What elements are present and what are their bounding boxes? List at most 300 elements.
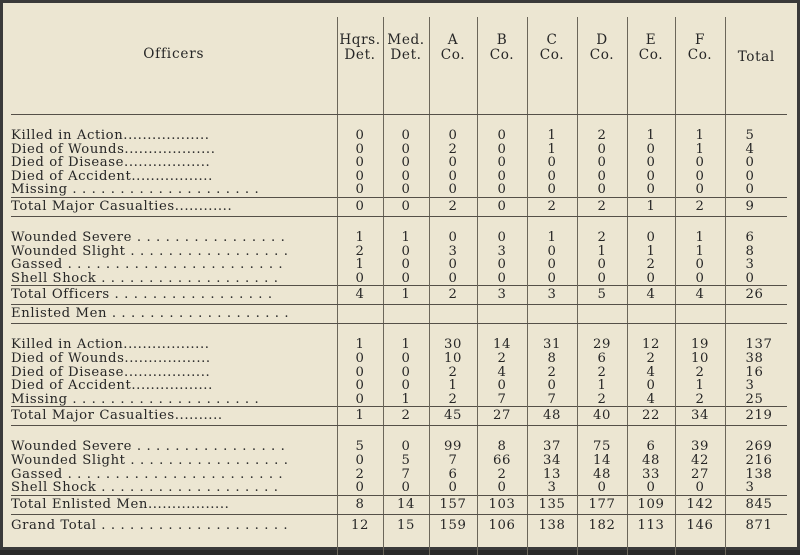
value-cell: 103 bbox=[477, 495, 527, 514]
officer-wounded-row bbox=[11, 245, 787, 259]
header-hqrs-det: Hqrs. Det. bbox=[337, 17, 383, 115]
value-cell: 142 bbox=[675, 495, 725, 514]
enlisted-wounded-row bbox=[11, 481, 787, 495]
value-cell: 0 bbox=[337, 143, 383, 157]
value-cell: 48 bbox=[527, 407, 577, 426]
spacer-cell bbox=[11, 537, 337, 555]
value-cell: 0 bbox=[383, 156, 429, 170]
value-cell: 2 bbox=[527, 366, 577, 380]
empty-cell bbox=[627, 305, 675, 324]
value-cell: 48 bbox=[577, 468, 627, 482]
spacer-cell bbox=[477, 324, 527, 339]
value-cell: 182 bbox=[577, 514, 627, 537]
empty-cell bbox=[675, 305, 725, 324]
value-cell: 0 bbox=[577, 143, 627, 157]
spacer-cell bbox=[627, 216, 675, 231]
value-cell: 4 bbox=[337, 286, 383, 305]
spacer-cell bbox=[725, 115, 787, 130]
header-e-co: E Co. bbox=[627, 17, 675, 115]
value-cell: 1 bbox=[675, 379, 725, 393]
value-cell: 14 bbox=[477, 338, 527, 352]
casualty-table bbox=[11, 17, 787, 555]
enlisted-wounded-row bbox=[11, 454, 787, 468]
total-officers-row bbox=[11, 286, 787, 305]
spacer-cell bbox=[527, 115, 577, 130]
enlisted-casualty-row bbox=[11, 352, 787, 366]
value-cell: 8 bbox=[337, 495, 383, 514]
value-cell: 106 bbox=[477, 514, 527, 537]
value-cell: 0 bbox=[527, 245, 577, 259]
row-total-cell: 845 bbox=[725, 495, 787, 514]
value-cell: 1 bbox=[383, 286, 429, 305]
row-label: Gassed . . . . . . . . . . . . . . . . . . . . . . . bbox=[11, 258, 284, 272]
value-cell: 3 bbox=[429, 245, 477, 259]
value-cell: 6 bbox=[429, 468, 477, 482]
value-cell: 10 bbox=[675, 352, 725, 366]
spacer-cell bbox=[11, 115, 337, 130]
header-med-det: Med. Det. bbox=[383, 17, 429, 115]
value-cell: 1 bbox=[337, 338, 383, 352]
value-cell: 2 bbox=[477, 352, 527, 366]
value-cell: 135 bbox=[527, 495, 577, 514]
row-total-cell: 219 bbox=[725, 407, 787, 426]
value-cell: 0 bbox=[477, 231, 527, 245]
officer-casualty-row bbox=[11, 183, 787, 197]
row-label: Total Major Casualties.......... bbox=[11, 407, 337, 426]
value-cell: 0 bbox=[337, 352, 383, 366]
value-cell: 0 bbox=[337, 481, 383, 495]
value-cell: 2 bbox=[477, 468, 527, 482]
column-header-row bbox=[11, 17, 787, 115]
row-total-cell: 269 bbox=[725, 440, 787, 454]
value-cell: 7 bbox=[383, 468, 429, 482]
value-cell: 113 bbox=[627, 514, 675, 537]
spacer-cell bbox=[577, 537, 627, 555]
enlisted-men-header-row bbox=[11, 305, 787, 324]
value-cell: 0 bbox=[383, 197, 429, 216]
value-cell: 0 bbox=[577, 481, 627, 495]
spacer-cell bbox=[429, 324, 477, 339]
value-cell: 4 bbox=[627, 286, 675, 305]
value-cell: 0 bbox=[527, 272, 577, 286]
value-cell: 4 bbox=[627, 366, 675, 380]
value-cell: 1 bbox=[337, 258, 383, 272]
value-cell: 0 bbox=[527, 379, 577, 393]
value-cell: 0 bbox=[675, 481, 725, 495]
value-cell: 0 bbox=[527, 183, 577, 197]
spacer-cell bbox=[337, 537, 383, 555]
value-cell: 2 bbox=[429, 366, 477, 380]
spacer-cell bbox=[725, 324, 787, 339]
value-cell: 0 bbox=[577, 258, 627, 272]
row-label: Killed in Action.................. bbox=[11, 338, 210, 352]
row-total-cell: 9 bbox=[725, 197, 787, 216]
spacer-cell bbox=[675, 426, 725, 441]
row-total-cell: 0 bbox=[725, 170, 787, 184]
value-cell: 0 bbox=[383, 440, 429, 454]
value-cell: 138 bbox=[527, 514, 577, 537]
value-cell: 0 bbox=[429, 231, 477, 245]
spacer-cell bbox=[11, 426, 337, 441]
value-cell: 8 bbox=[527, 352, 577, 366]
value-cell: 1 bbox=[383, 393, 429, 407]
spacer-cell bbox=[725, 537, 787, 555]
value-cell: 0 bbox=[383, 143, 429, 157]
value-cell: 40 bbox=[577, 407, 627, 426]
officer-casualty-row bbox=[11, 143, 787, 157]
spacer-cell bbox=[627, 115, 675, 130]
spacer-row bbox=[11, 426, 787, 441]
spacer-cell bbox=[627, 537, 675, 555]
value-cell: 27 bbox=[477, 407, 527, 426]
value-cell: 2 bbox=[429, 393, 477, 407]
value-cell: 4 bbox=[675, 286, 725, 305]
value-cell: 8 bbox=[477, 440, 527, 454]
value-cell: 66 bbox=[477, 454, 527, 468]
value-cell: 2 bbox=[429, 197, 477, 216]
value-cell: 1 bbox=[675, 231, 725, 245]
spacer-cell bbox=[675, 216, 725, 231]
header-f-co: F Co. bbox=[675, 17, 725, 115]
value-cell: 3 bbox=[527, 481, 577, 495]
row-label: Gassed . . . . . . . . . . . . . . . . . . . . . . . bbox=[11, 467, 284, 482]
value-cell: 3 bbox=[477, 245, 527, 259]
header-d-co: D Co. bbox=[577, 17, 627, 115]
spacer-cell bbox=[383, 426, 429, 441]
value-cell: 0 bbox=[383, 352, 429, 366]
row-total-cell: 3 bbox=[725, 481, 787, 495]
row-total-cell: 3 bbox=[725, 379, 787, 393]
spacer-cell bbox=[577, 426, 627, 441]
value-cell: 0 bbox=[383, 170, 429, 184]
value-cell: 0 bbox=[429, 183, 477, 197]
row-label: Total Officers . . . . . . . . . . . . . . . . . bbox=[11, 286, 337, 305]
enlisted-casualty-row bbox=[11, 393, 787, 407]
row-label: Died of Disease.................. bbox=[11, 365, 211, 380]
value-cell: 0 bbox=[527, 156, 577, 170]
header-total: Total bbox=[725, 17, 787, 115]
value-cell: 22 bbox=[627, 407, 675, 426]
total-enlisted-row bbox=[11, 495, 787, 514]
spacer-cell bbox=[337, 426, 383, 441]
value-cell: 5 bbox=[383, 454, 429, 468]
spacer-cell bbox=[429, 426, 477, 441]
value-cell: 27 bbox=[675, 468, 725, 482]
row-total-cell: 8 bbox=[725, 245, 787, 259]
spacer-cell bbox=[429, 115, 477, 130]
value-cell: 6 bbox=[627, 440, 675, 454]
empty-cell bbox=[337, 305, 383, 324]
row-label: Wounded Slight . . . . . . . . . . . . . . . . . bbox=[11, 244, 289, 259]
value-cell: 5 bbox=[577, 286, 627, 305]
spacer-cell bbox=[577, 216, 627, 231]
value-cell: 0 bbox=[337, 156, 383, 170]
value-cell: 2 bbox=[577, 129, 627, 143]
value-cell: 2 bbox=[429, 143, 477, 157]
value-cell: 37 bbox=[527, 440, 577, 454]
value-cell: 1 bbox=[337, 407, 383, 426]
table-body bbox=[11, 115, 787, 555]
value-cell: 34 bbox=[527, 454, 577, 468]
value-cell: 0 bbox=[477, 156, 527, 170]
value-cell: 0 bbox=[383, 481, 429, 495]
value-cell: 33 bbox=[627, 468, 675, 482]
value-cell: 1 bbox=[429, 379, 477, 393]
value-cell: 159 bbox=[429, 514, 477, 537]
value-cell: 45 bbox=[429, 407, 477, 426]
value-cell: 0 bbox=[429, 156, 477, 170]
value-cell: 1 bbox=[383, 338, 429, 352]
officer-wounded-row bbox=[11, 231, 787, 245]
value-cell: 1 bbox=[527, 129, 577, 143]
value-cell: 14 bbox=[577, 454, 627, 468]
row-label: Total Enlisted Men................. bbox=[11, 495, 337, 514]
row-label: Wounded Slight . . . . . . . . . . . . . . . . . bbox=[11, 453, 289, 468]
value-cell: 2 bbox=[577, 366, 627, 380]
officer-wounded-row bbox=[11, 272, 787, 286]
value-cell: 2 bbox=[675, 393, 725, 407]
enlisted-casualty-row bbox=[11, 379, 787, 393]
spacer-cell bbox=[725, 426, 787, 441]
row-total-cell: 6 bbox=[725, 231, 787, 245]
value-cell: 0 bbox=[429, 170, 477, 184]
value-cell: 1 bbox=[627, 197, 675, 216]
value-cell: 0 bbox=[627, 272, 675, 286]
value-cell: 0 bbox=[337, 129, 383, 143]
spacer-cell bbox=[383, 324, 429, 339]
row-total-cell: 5 bbox=[725, 129, 787, 143]
spacer-cell bbox=[337, 216, 383, 231]
value-cell: 0 bbox=[675, 258, 725, 272]
enlisted-wounded-row bbox=[11, 468, 787, 482]
row-total-cell: 137 bbox=[725, 338, 787, 352]
value-cell: 0 bbox=[429, 481, 477, 495]
value-cell: 13 bbox=[527, 468, 577, 482]
value-cell: 109 bbox=[627, 495, 675, 514]
value-cell: 0 bbox=[477, 129, 527, 143]
value-cell: 1 bbox=[527, 231, 577, 245]
value-cell: 14 bbox=[383, 495, 429, 514]
spacer-row bbox=[11, 537, 787, 555]
value-cell: 0 bbox=[429, 258, 477, 272]
row-label: Killed in Action.................. bbox=[11, 129, 210, 143]
row-total-cell: 26 bbox=[725, 286, 787, 305]
spacer-row bbox=[11, 324, 787, 339]
header-a-co: A Co. bbox=[429, 17, 477, 115]
value-cell: 2 bbox=[577, 197, 627, 216]
value-cell: 0 bbox=[337, 393, 383, 407]
value-cell: 157 bbox=[429, 495, 477, 514]
value-cell: 0 bbox=[477, 258, 527, 272]
spacer-cell bbox=[337, 115, 383, 130]
value-cell: 29 bbox=[577, 338, 627, 352]
value-cell: 2 bbox=[429, 286, 477, 305]
value-cell: 2 bbox=[527, 197, 577, 216]
row-label: Missing . . . . . . . . . . . . . . . . . . . . bbox=[11, 183, 260, 198]
spacer-cell bbox=[11, 324, 337, 339]
value-cell: 4 bbox=[477, 366, 527, 380]
value-cell: 2 bbox=[675, 197, 725, 216]
value-cell: 0 bbox=[477, 143, 527, 157]
value-cell: 1 bbox=[627, 245, 675, 259]
spacer-cell bbox=[527, 537, 577, 555]
value-cell: 0 bbox=[429, 129, 477, 143]
value-cell: 0 bbox=[383, 183, 429, 197]
spacer-cell bbox=[477, 537, 527, 555]
row-label: Grand Total . . . . . . . . . . . . . . . . . . . . bbox=[11, 514, 337, 537]
value-cell: 15 bbox=[383, 514, 429, 537]
value-cell: 0 bbox=[527, 170, 577, 184]
row-total-cell: 16 bbox=[725, 366, 787, 380]
value-cell: 1 bbox=[383, 231, 429, 245]
spacer-cell bbox=[383, 115, 429, 130]
row-label: Shell Shock . . . . . . . . . . . . . . . . . . . bbox=[11, 271, 279, 286]
header-c-co: C Co. bbox=[527, 17, 577, 115]
value-cell: 0 bbox=[337, 197, 383, 216]
value-cell: 0 bbox=[383, 379, 429, 393]
value-cell: 6 bbox=[577, 352, 627, 366]
value-cell: 2 bbox=[383, 407, 429, 426]
value-cell: 2 bbox=[577, 393, 627, 407]
spacer-cell bbox=[337, 324, 383, 339]
value-cell: 0 bbox=[337, 366, 383, 380]
spacer-cell bbox=[383, 537, 429, 555]
empty-cell bbox=[477, 305, 527, 324]
value-cell: 4 bbox=[627, 393, 675, 407]
value-cell: 12 bbox=[337, 514, 383, 537]
value-cell: 3 bbox=[477, 286, 527, 305]
value-cell: 48 bbox=[627, 454, 675, 468]
officer-wounded-row bbox=[11, 258, 787, 272]
value-cell: 0 bbox=[383, 258, 429, 272]
officer-casualty-row bbox=[11, 156, 787, 170]
row-label: Died of Wounds................... bbox=[11, 142, 216, 157]
officer-casualty-row bbox=[11, 170, 787, 184]
header-officers: Officers bbox=[11, 17, 337, 115]
spacer-cell bbox=[627, 324, 675, 339]
value-cell: 0 bbox=[337, 454, 383, 468]
value-cell: 7 bbox=[527, 393, 577, 407]
spacer-cell bbox=[527, 324, 577, 339]
value-cell: 0 bbox=[429, 272, 477, 286]
value-cell: 10 bbox=[429, 352, 477, 366]
value-cell: 75 bbox=[577, 440, 627, 454]
value-cell: 2 bbox=[337, 245, 383, 259]
spacer-row bbox=[11, 216, 787, 231]
value-cell: 0 bbox=[627, 379, 675, 393]
value-cell: 0 bbox=[383, 245, 429, 259]
spacer-cell bbox=[577, 115, 627, 130]
value-cell: 19 bbox=[675, 338, 725, 352]
row-total-cell: 871 bbox=[725, 514, 787, 537]
value-cell: 12 bbox=[627, 338, 675, 352]
row-label: Total Major Casualties............ bbox=[11, 197, 337, 216]
row-label: Died of Wounds.................. bbox=[11, 351, 211, 366]
spacer-row bbox=[11, 115, 787, 130]
value-cell: 5 bbox=[337, 440, 383, 454]
empty-cell bbox=[383, 305, 429, 324]
enlisted-casualty-row bbox=[11, 338, 787, 352]
value-cell: 0 bbox=[577, 272, 627, 286]
row-label: Wounded Severe . . . . . . . . . . . . . . . . bbox=[11, 230, 286, 245]
value-cell: 0 bbox=[675, 272, 725, 286]
value-cell: 2 bbox=[337, 468, 383, 482]
empty-cell bbox=[577, 305, 627, 324]
row-label: Died of Accident................. bbox=[11, 169, 213, 184]
value-cell: 99 bbox=[429, 440, 477, 454]
spacer-cell bbox=[477, 426, 527, 441]
value-cell: 1 bbox=[627, 129, 675, 143]
row-total-cell: 216 bbox=[725, 454, 787, 468]
row-total-cell: 25 bbox=[725, 393, 787, 407]
value-cell: 1 bbox=[337, 231, 383, 245]
header-b-co: B Co. bbox=[477, 17, 527, 115]
enlisted-wounded-row bbox=[11, 440, 787, 454]
spacer-cell bbox=[477, 115, 527, 130]
grand-total-row bbox=[11, 514, 787, 537]
value-cell: 0 bbox=[675, 156, 725, 170]
value-cell: 0 bbox=[577, 183, 627, 197]
value-cell: 0 bbox=[627, 183, 675, 197]
value-cell: 0 bbox=[675, 170, 725, 184]
value-cell: 7 bbox=[477, 393, 527, 407]
section-label: Enlisted Men . . . . . . . . . . . . . . . . . . . bbox=[11, 305, 337, 324]
value-cell: 34 bbox=[675, 407, 725, 426]
row-label: Died of Accident................. bbox=[11, 379, 213, 393]
value-cell: 0 bbox=[627, 231, 675, 245]
value-cell: 0 bbox=[577, 170, 627, 184]
enlisted-major-total-row bbox=[11, 407, 787, 426]
row-total-cell: 38 bbox=[725, 352, 787, 366]
spacer-cell bbox=[675, 537, 725, 555]
value-cell: 42 bbox=[675, 454, 725, 468]
value-cell: 0 bbox=[477, 379, 527, 393]
row-total-cell: 3 bbox=[725, 258, 787, 272]
spacer-cell bbox=[675, 324, 725, 339]
value-cell: 2 bbox=[577, 231, 627, 245]
empty-cell bbox=[725, 305, 787, 324]
value-cell: 0 bbox=[383, 272, 429, 286]
value-cell: 0 bbox=[383, 129, 429, 143]
value-cell: 0 bbox=[337, 183, 383, 197]
spacer-cell bbox=[429, 537, 477, 555]
empty-cell bbox=[429, 305, 477, 324]
value-cell: 0 bbox=[337, 272, 383, 286]
spacer-cell bbox=[527, 426, 577, 441]
officer-major-total-row bbox=[11, 197, 787, 216]
value-cell: 1 bbox=[675, 129, 725, 143]
spacer-cell bbox=[627, 426, 675, 441]
value-cell: 0 bbox=[477, 183, 527, 197]
value-cell: 0 bbox=[477, 481, 527, 495]
value-cell: 0 bbox=[627, 170, 675, 184]
value-cell: 0 bbox=[477, 272, 527, 286]
value-cell: 31 bbox=[527, 338, 577, 352]
value-cell: 1 bbox=[675, 245, 725, 259]
value-cell: 0 bbox=[627, 143, 675, 157]
row-total-cell: 0 bbox=[725, 156, 787, 170]
value-cell: 0 bbox=[477, 170, 527, 184]
spacer-cell bbox=[527, 216, 577, 231]
value-cell: 0 bbox=[675, 183, 725, 197]
value-cell: 1 bbox=[577, 379, 627, 393]
value-cell: 39 bbox=[675, 440, 725, 454]
value-cell: 0 bbox=[383, 366, 429, 380]
value-cell: 1 bbox=[577, 245, 627, 259]
row-total-cell: 0 bbox=[725, 183, 787, 197]
value-cell: 2 bbox=[627, 258, 675, 272]
value-cell: 30 bbox=[429, 338, 477, 352]
